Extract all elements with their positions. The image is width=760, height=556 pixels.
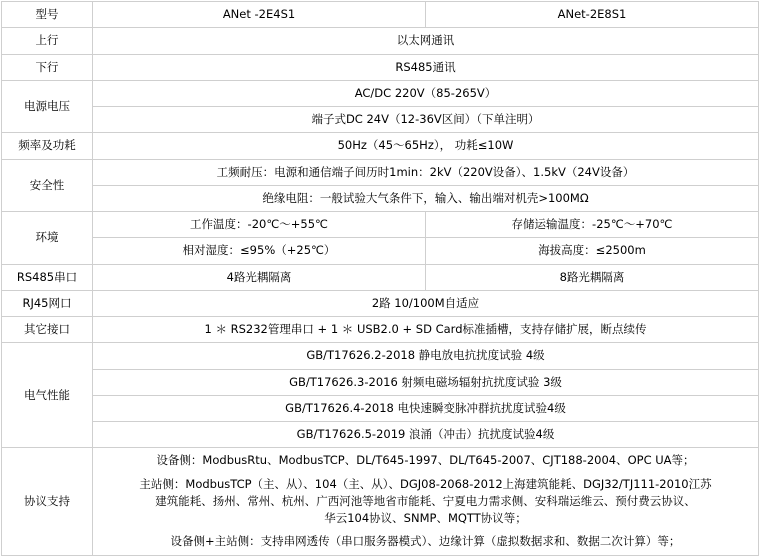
table-row-environment-2 xyxy=(2,238,759,264)
protocol-line-master-side-1: 主站侧：ModbusTCP（主、从）、104（主、从）、DGJ08-2068-2012上海建筑能耗、DGJ32/TJ111-2010江苏 xyxy=(139,476,712,491)
row-label-electrical-performance: 电气性能 xyxy=(2,343,93,448)
rs485-4-channel: 4路光耦隔离 xyxy=(93,264,426,290)
electrical-surge-test: GB/T17626.5-2019 浪涌（冲击）抗扰度试验4级 xyxy=(93,422,759,448)
specification-table-body xyxy=(2,2,759,556)
power-voltage-dc24: 端子式DC 24V（12-36V区间）（下单注明） xyxy=(93,107,759,133)
row-label-other-interfaces: 其它接口 xyxy=(2,317,93,343)
electrical-eft-test: GB/T17626.4-2018 电快速瞬变脉冲群抗扰度试验4级 xyxy=(93,395,759,421)
downlink-value: RS485通讯 xyxy=(93,54,759,80)
row-label-downlink: 下行 xyxy=(2,54,93,80)
table-row-safety-2 xyxy=(2,185,759,211)
specification-table xyxy=(1,1,759,556)
electrical-esd-test: GB/T17626.2-2018 静电放电抗扰度试验 4级 xyxy=(93,343,759,369)
table-row-electrical-1 xyxy=(2,343,759,369)
row-label-frequency-power: 频率及功耗 xyxy=(2,133,93,159)
model-anet-2e8s1: ANet-2E8S1 xyxy=(426,2,759,28)
uplink-value: 以太网通讯 xyxy=(93,28,759,54)
row-label-model: 型号 xyxy=(2,2,93,28)
rs485-8-channel: 8路光耦隔离 xyxy=(426,264,759,290)
other-interfaces-value: 1 ＊ RS232管理串口 + 1 ＊ USB2.0 + SD Card标准插槽，支持存储扩展，断点续传 xyxy=(93,317,759,343)
table-row-electrical-3 xyxy=(2,395,759,421)
table-row-rj45 xyxy=(2,290,759,316)
protocol-line-device-plus-master: 设备侧+主站侧：支持串网透传（串口服务器模式）、边缘计算（虚拟数据求和、数据二次计算）等； xyxy=(170,534,681,549)
environment-storage-temperature: 存储运输温度：-25℃～+70℃ xyxy=(426,212,759,238)
table-row-electrical-4 xyxy=(2,422,759,448)
table-row-electrical-2 xyxy=(2,369,759,395)
table-row-uplink xyxy=(2,28,759,54)
rj45-value: 2路 10/100M自适应 xyxy=(93,290,759,316)
row-label-power-voltage: 电源电压 xyxy=(2,80,93,133)
row-label-uplink: 上行 xyxy=(2,28,93,54)
row-label-environment: 环境 xyxy=(2,212,93,265)
table-row-downlink xyxy=(2,54,759,80)
power-voltage-ac-dc: AC/DC 220V（85-265V） xyxy=(93,80,759,106)
row-label-safety: 安全性 xyxy=(2,159,93,212)
model-anet-2e4s1: ANet -2E4S1 xyxy=(93,2,426,28)
table-row-frequency-power xyxy=(2,133,759,159)
environment-working-temperature: 工作温度：-20℃～+55℃ xyxy=(93,212,426,238)
environment-altitude: 海拔高度：≤2500m xyxy=(426,238,759,264)
row-label-protocol-support: 协议支持 xyxy=(2,448,93,555)
frequency-power-value: 50Hz（45～65Hz）， 功耗≤10W xyxy=(93,133,759,159)
table-row-safety-1 xyxy=(2,159,759,185)
table-row-power-voltage-2 xyxy=(2,107,759,133)
table-row-environment-1 xyxy=(2,212,759,238)
environment-humidity: 相对湿度：≤95%（+25℃） xyxy=(93,238,426,264)
table-row-model xyxy=(2,2,759,28)
protocol-support-content xyxy=(93,448,759,555)
row-label-rj45: RJ45网口 xyxy=(2,290,93,316)
safety-withstand-voltage: 工频耐压：电源和通信端子间历时1min：2kV（220V设备）、1.5kV（24V设备） xyxy=(93,159,759,185)
electrical-rf-field-test: GB/T17626.3-2016 射频电磁场辐射抗扰度试验 3级 xyxy=(93,369,759,395)
table-row-other-interfaces xyxy=(2,317,759,343)
table-row-protocol-support xyxy=(2,448,759,555)
row-label-rs485: RS485串口 xyxy=(2,264,93,290)
protocol-line-master-side-2: 建筑能耗、扬州、常州、杭州、广西河池等地省市能耗、宁夏电力需求侧、安科瑞运维云、预付费云协议、 xyxy=(155,493,696,508)
safety-insulation-resistance: 绝缘电阻：一般试验大气条件下，输入、输出端对机壳>100MΩ xyxy=(93,185,759,211)
table-row-rs485 xyxy=(2,264,759,290)
protocol-line-device-side: 设备侧：ModbusRtu、ModbusTCP、DL/T645-1997、DL/T645-2007、CJT188-2004、OPC UA等； xyxy=(156,453,695,468)
protocol-line-master-side-3: 华云104协议、SNMP、MQTT协议等； xyxy=(324,511,527,525)
table-row-power-voltage-1 xyxy=(2,80,759,106)
